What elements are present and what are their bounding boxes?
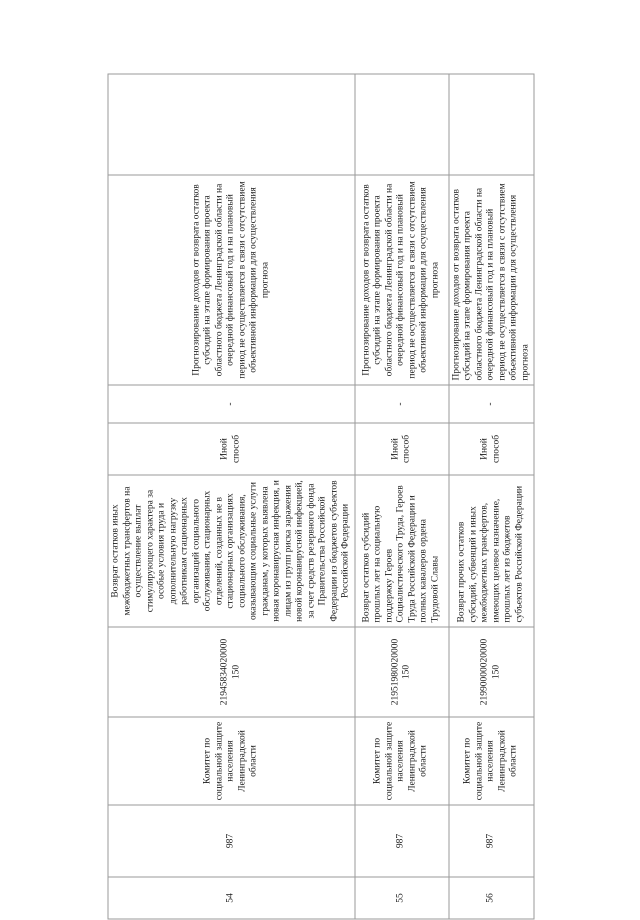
- row-number: 55: [354, 877, 448, 919]
- empty-cell: [448, 74, 534, 175]
- revenue-forecast-table: [107, 74, 534, 920]
- table-row: [108, 74, 355, 919]
- method-description: Прогнозирование доходов от возврата остатков субсидий на этапе формирования проекта областного бюджета Ленинградской области на очередной финансовый год и на плановый период не осуществляется в связи с отсутствием объективной информации для осуществления прогноза: [108, 175, 355, 385]
- forecast-method: Иной способ: [354, 423, 448, 475]
- admin-code: 987: [108, 805, 355, 877]
- admin-code: 987: [448, 805, 534, 877]
- formula-cell: -: [354, 385, 448, 423]
- forecast-method: Иной способ: [448, 423, 534, 475]
- method-description: Прогнозирование доходов от возврата остатков субсидий на этапе формирования проекта областного бюджета Ленинградской области на очередной финансовый год и на плановый период не осуществляется в связи с отсутствием объективной информации для осуществления прогноза: [354, 175, 448, 385]
- formula-cell: -: [108, 385, 355, 423]
- table-row: [354, 74, 448, 919]
- empty-cell: [354, 74, 448, 175]
- forecast-method: Иной способ: [108, 423, 355, 475]
- administrator-name: Комитет по социальной защите населения Ленинградской области: [354, 717, 448, 805]
- administrator-name: Комитет по социальной защите населения Ленинградской области: [448, 717, 534, 805]
- budget-classification-code: 21945834020000 150: [108, 627, 355, 717]
- empty-cell: [108, 74, 355, 175]
- method-description: Прогнозирование доходов от возврата остатков субсидий на этапе формирования проекта областного бюджета Ленинградской области на очередной финансовый год и на плановый период не осуществляется в связи с отсутствием объективной информации для осуществления прогноза: [448, 175, 534, 385]
- formula-cell: -: [448, 385, 534, 423]
- row-number: 56: [448, 877, 534, 919]
- revenue-name: Возврат остатков иных межбюджетных трансфертов на осуществление выплат стимулирующего характера за особые условия труда и дополнительную нагрузку работникам стационарных организаций социального обслуживания, стационарных отделений, созданных не в стационарных организациях социального обслуживания, оказывающим социальные услуги гражданам, у которых выявлена новая коронавирусная инфекция, и лицам из групп риска заражения новой коронавирусной инфекцией, за счет средств резервного фонда Правительства Российской Федерации из бюджетов субъектов Российской Федерации: [108, 475, 355, 627]
- budget-classification-code: 21990000020000 150: [448, 627, 534, 717]
- admin-code: 987: [354, 805, 448, 877]
- administrator-name: Комитет по социальной защите населения Ленинградской области: [108, 717, 355, 805]
- budget-classification-code: 21951980020000 150: [354, 627, 448, 717]
- row-number: 54: [108, 877, 355, 919]
- table-row: [448, 74, 534, 919]
- revenue-name: Возврат прочих остатков субсидий, субвенций и иных межбюджетных трансфертов, имеющих целевое назначение, прошлых лет из бюджетов субъектов Российской Федерации: [448, 475, 534, 627]
- revenue-name: Возврат остатков субсидий прошлых лет на социальную поддержку Героев Социалистического Труда, Героев Труда Российской Федерации и полных кавалеров ордена Трудовой Славы: [354, 475, 448, 627]
